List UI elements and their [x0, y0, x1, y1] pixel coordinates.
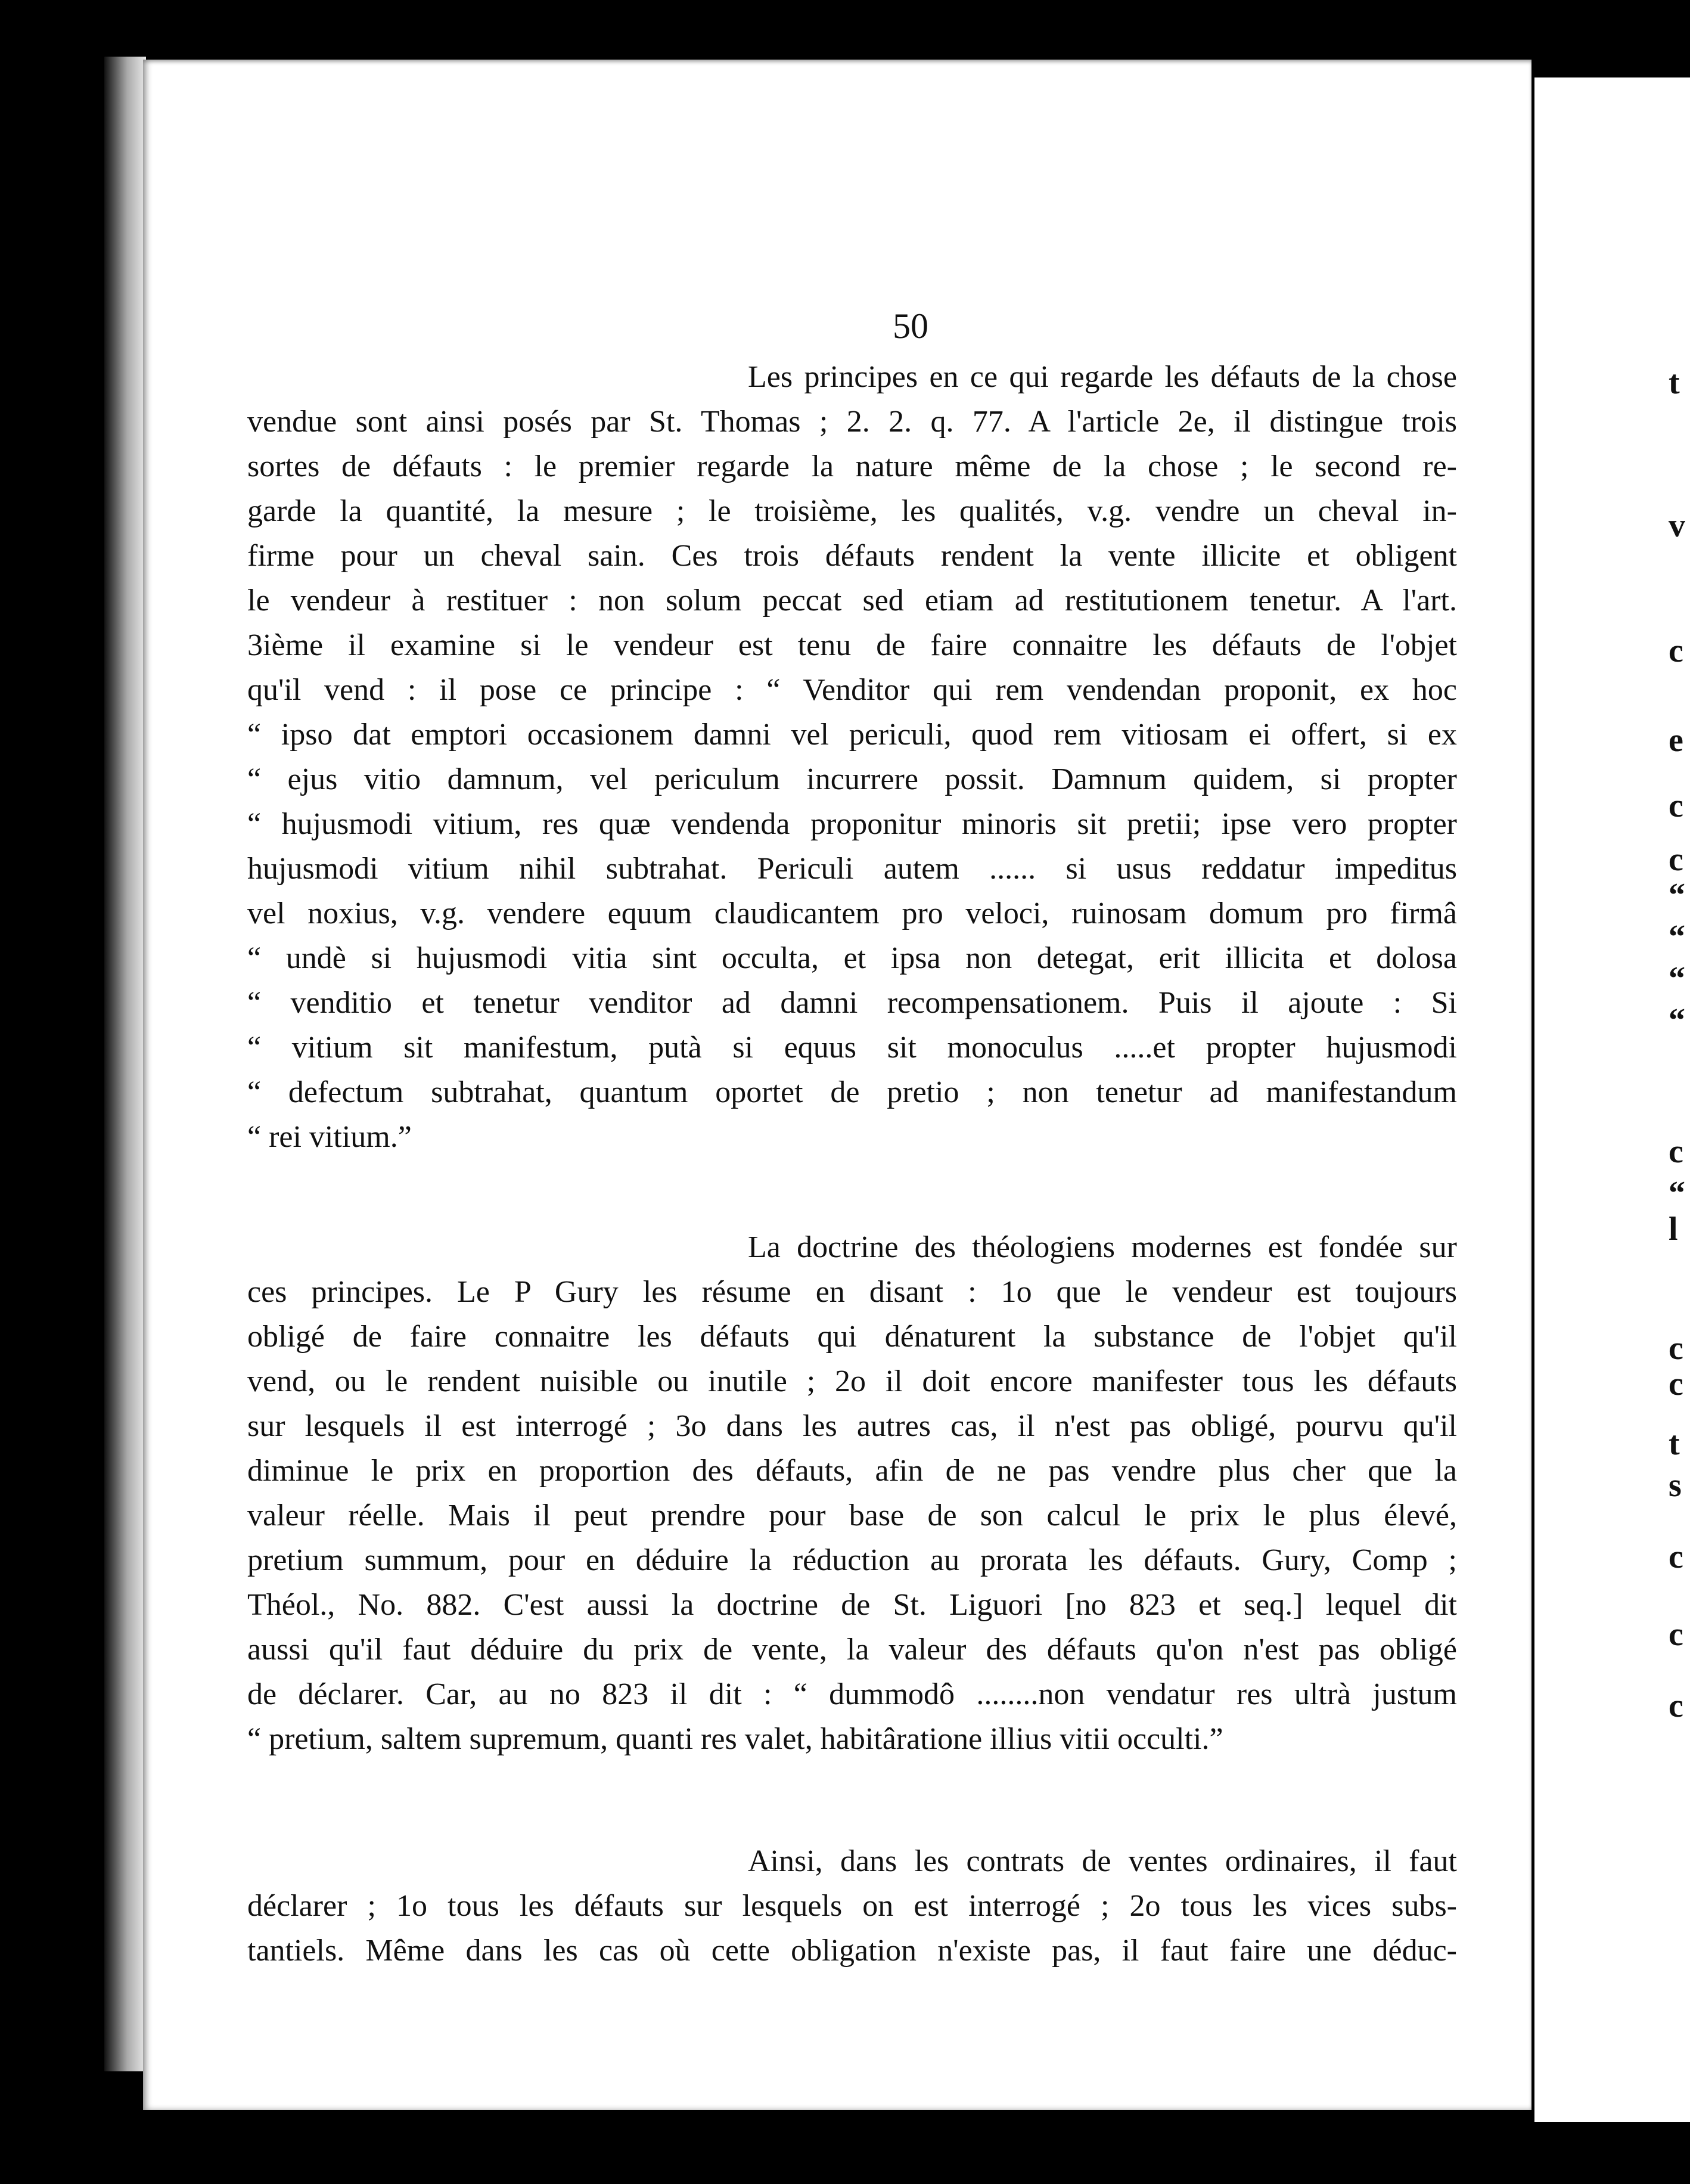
facing-page-glyph: “	[1669, 1002, 1685, 1039]
facing-page-glyph: s	[1669, 1467, 1682, 1504]
facing-page-glyph: “	[1669, 1175, 1685, 1212]
facing-page-glyph: c	[1669, 632, 1683, 669]
text-line: firme pour un cheval sain. Ces trois défauts rendent la vente illicite et obligent	[247, 539, 1457, 573]
book-spine-shadow	[104, 57, 146, 2071]
text-line: “ undè si hujusmodi vitia sint occulta, et ipsa non detegat, erit illicita et dolosa	[247, 941, 1457, 975]
facing-page-glyph: c	[1669, 1687, 1683, 1724]
text-line: obligé de faire connaitre les défauts qui dénaturent la substance de l'objet qu'il	[247, 1320, 1457, 1354]
text-line: Théol., No. 882. C'est aussi la doctrine de St. Liguori [no 823 et seq.] lequel dit	[247, 1588, 1457, 1622]
facing-page-glyph: t	[1669, 1425, 1680, 1462]
text-line: déclarer ; 1o tous les défauts sur lesquels on est interrogé ; 2o tous les vices subs-	[247, 1889, 1457, 1923]
text-line: 3ième il examine si le vendeur est tenu de faire connaitre les défauts de l'objet	[247, 628, 1457, 662]
text-line: sur lesquels il est interrogé ; 3o dans les autres cas, il n'est pas obligé, pourvu qu'il	[247, 1409, 1457, 1443]
facing-page-glyph: “	[1669, 919, 1685, 956]
paragraph-3	[247, 1839, 1457, 1973]
text-line: diminue le prix en proportion des défauts, afin de ne pas vendre plus cher que la	[247, 1454, 1457, 1488]
text-line: ces principes. Le P Gury les résume en disant : 1o que le vendeur est toujours	[247, 1275, 1457, 1309]
facing-page-glyph: c	[1669, 787, 1683, 824]
facing-page-glyph: e	[1669, 722, 1683, 759]
text-line: “ venditio et tenetur venditor ad damni recompensationem. Puis il ajoute : Si	[247, 986, 1457, 1020]
text-line: vend, ou le rendent nuisible ou inutile ; 2o il doit encore manifester tous les défauts	[247, 1364, 1457, 1398]
text-line: valeur réelle. Mais il peut prendre pour base de son calcul le prix le plus élevé,	[247, 1499, 1457, 1532]
paragraph-1	[247, 355, 1457, 1159]
facing-page-glyph: c	[1669, 841, 1683, 878]
facing-page-glyph: c	[1669, 1616, 1683, 1653]
text-line: Les principes en ce qui regarde les défauts de la chose	[748, 360, 1457, 394]
text-line: “ vitium sit manifestum, putà si equus sit monoculus .....et propter hujusmodi	[247, 1031, 1457, 1065]
facing-page-glyph: c	[1669, 1366, 1683, 1403]
text-line: vel noxius, v.g. vendere equum claudicantem pro veloci, ruinosam domum pro firmâ	[247, 896, 1457, 930]
facing-page-glyph: c	[1669, 1330, 1683, 1367]
page-body-text	[247, 355, 1457, 1973]
text-line: garde la quantité, la mesure ; le troisième, les qualités, v.g. vendre un cheval in-	[247, 494, 1457, 528]
text-line: aussi qu'il faut déduire du prix de vente, la valeur des défauts qu'on n'est pas obligé	[247, 1633, 1457, 1667]
facing-page-glyph: “	[1669, 877, 1685, 914]
text-line: “ ejus vitio damnum, vel periculum incurrere possit. Damnum quidem, si propter	[247, 762, 1457, 796]
paragraph-2	[247, 1225, 1457, 1761]
text-line: Ainsi, dans les contrats de ventes ordinaires, il faut	[748, 1844, 1457, 1878]
text-line: “ hujusmodi vitium, res quæ vendenda proponitur minoris sit pretii; ipse vero propter	[247, 807, 1457, 841]
text-line: “ pretium, saltem supremum, quanti res valet, habitâratione illius vitii occulti.”	[247, 1722, 1223, 1756]
facing-page-glyph: c	[1669, 1538, 1683, 1575]
text-line: “ defectum subtrahat, quantum oportet de pretio ; non tenetur ad manifestandum	[247, 1075, 1457, 1109]
text-line: tantiels. Même dans les cas où cette obligation n'existe pas, il faut faire une déduc-	[247, 1934, 1457, 1968]
text-line: pretium summum, pour en déduire la réduction au prorata les défauts. Gury, Comp ;	[247, 1543, 1457, 1577]
facing-page-glyph: “	[1669, 960, 1685, 997]
text-line: de déclarer. Car, au no 823 il dit : “ dummodô ........non vendatur res ultrà justum	[247, 1677, 1457, 1711]
text-line: La doctrine des théologiens modernes est fondée sur	[748, 1230, 1457, 1264]
text-line: “ ipso dat emptori occasionem damni vel periculi, quod rem vitiosam ei offert, si ex	[247, 718, 1457, 752]
text-line: sortes de défauts : le premier regarde la nature même de la chose ; le second re-	[247, 449, 1457, 483]
text-line: vendue sont ainsi posés par St. Thomas ; 2. 2. q. 77. A l'article 2e, il distingue trois	[247, 405, 1457, 439]
facing-page-glyph: t	[1669, 364, 1680, 401]
text-line: qu'il vend : il pose ce principe : “ Venditor qui rem vendendan proponit, ex hoc	[247, 673, 1457, 707]
text-line: hujusmodi vitium nihil subtrahat. Periculi autem ...... si usus reddatur impeditus	[247, 852, 1457, 886]
page-number: 50	[893, 306, 928, 346]
text-line: “ rei vitium.”	[247, 1120, 412, 1154]
text-line: le vendeur à restituer : non solum peccat sed etiam ad restitutionem tenetur. A l'art.	[247, 584, 1457, 618]
facing-page-glyph: c	[1669, 1133, 1683, 1170]
facing-page-glyph: v	[1669, 507, 1685, 544]
facing-page-glyph: l	[1669, 1211, 1678, 1248]
facing-page-edge	[1534, 77, 1690, 2122]
